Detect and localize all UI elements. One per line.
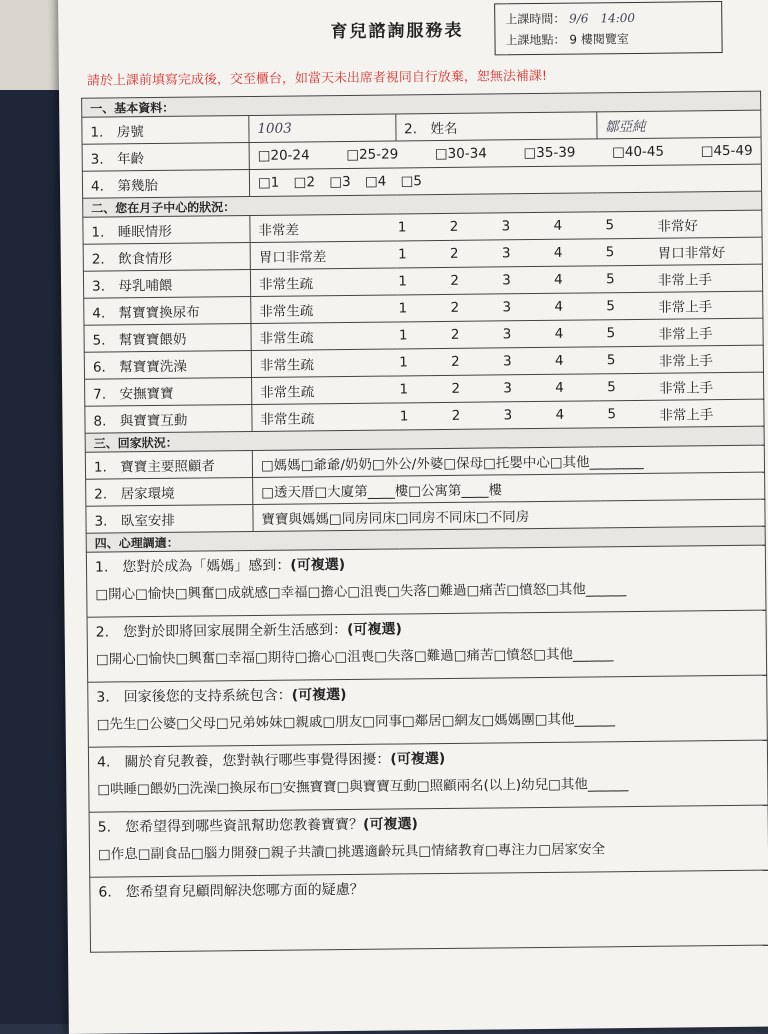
- rating-option[interactable]: 5: [605, 271, 615, 288]
- rating-option[interactable]: 1: [398, 273, 408, 290]
- bedroom-label: 3. 臥室安排: [86, 504, 253, 533]
- rating-option[interactable]: 1: [397, 246, 407, 263]
- rating-option[interactable]: 3: [502, 326, 512, 343]
- rating-option[interactable]: 1: [399, 381, 409, 398]
- question-options[interactable]: □開心□愉快□興奮□幸福□期待□擔心□沮喪□失落□難過□痛苦□憤怒□其他______: [95, 646, 614, 668]
- rating-high-label: 胃口非常好: [657, 245, 726, 262]
- multi-select-note: (可複選): [290, 557, 346, 574]
- rating-label: 7. 安撫寶寶: [85, 377, 252, 406]
- time-label: 上課時間：: [505, 11, 566, 27]
- rating-option[interactable]: 3: [501, 218, 511, 235]
- section-heading: 一、基本資料：: [82, 91, 761, 117]
- section-heading: 二、您在月子中心的狀況：: [83, 191, 762, 217]
- rating-low-label: 胃口非常差: [258, 249, 327, 266]
- rating-low-label: 非常差: [258, 222, 300, 239]
- rating-option[interactable]: 5: [606, 325, 616, 342]
- caregiver-options[interactable]: □媽媽□爺爺/奶奶□外公/外婆□保母□托嬰中心□其他________: [252, 445, 764, 477]
- rating-label: 5. 幫寶寶餵奶: [84, 323, 251, 352]
- rating-high-label: 非常上手: [659, 407, 714, 424]
- parity-option[interactable]: □2: [293, 174, 316, 191]
- rating-label: 8. 與寶寶互動: [85, 404, 252, 433]
- rating-option[interactable]: 5: [607, 379, 616, 396]
- age-option[interactable]: □45-49: [700, 142, 753, 160]
- question-options[interactable]: □哄睡□餵奶□洗澡□換尿布□安撫寶寶□與寶寶互動□照顧兩名(以上)幼兒□其他______: [97, 776, 629, 798]
- section-heading: 三、回家狀況：: [85, 426, 764, 452]
- rating-option[interactable]: 2: [450, 299, 460, 316]
- rating-label: 6. 幫寶寶洗澡: [84, 350, 251, 379]
- name-field[interactable]: 鄒亞純: [596, 110, 761, 139]
- rating-option[interactable]: 3: [501, 245, 511, 262]
- rating-label: 1. 睡眠情形: [83, 216, 250, 245]
- rating-label: 3. 母乳哺餵: [83, 270, 250, 299]
- rating-option[interactable]: 1: [399, 408, 409, 425]
- parity-option[interactable]: □4: [364, 173, 387, 190]
- rating-option[interactable]: 3: [502, 272, 511, 289]
- parity-option[interactable]: □5: [400, 173, 423, 190]
- question-text: 3. 回家後您的支持系統包含：: [96, 687, 292, 706]
- rating-option[interactable]: 3: [503, 380, 513, 397]
- question-text: 1. 您對於成為「媽媽」感到：: [94, 557, 291, 576]
- home-options[interactable]: □透天厝□大廈第____樓□公寓第____樓: [253, 472, 765, 504]
- multi-select-note: (可複選): [291, 687, 347, 704]
- rating-option[interactable]: 1: [398, 327, 408, 344]
- rating-option[interactable]: 5: [606, 298, 615, 315]
- form-table: [81, 91, 768, 953]
- rating-high-label: 非常上手: [659, 380, 714, 397]
- form-title: 育兒諮詢服務表: [330, 20, 464, 43]
- rating-option[interactable]: 4: [554, 352, 564, 369]
- question-text: 2. 您對於即將回家展開全新生活感到：: [95, 622, 348, 641]
- age-option[interactable]: □25-29: [346, 146, 399, 163]
- question-2: [87, 610, 767, 682]
- rating-option[interactable]: 4: [554, 271, 563, 288]
- name-label: 2. 姓名: [395, 112, 596, 141]
- rating-option[interactable]: 3: [502, 353, 512, 370]
- place-value: 9 樓閱覽室: [569, 32, 629, 47]
- question-options[interactable]: □開心□愉快□興奮□成就感□幸福□擔心□沮喪□失落□難過□痛苦□憤怒□其他______: [95, 581, 627, 603]
- home-label: 2. 居家環境: [86, 477, 253, 506]
- rating-label: 4. 幫寶寶換尿布: [84, 296, 251, 325]
- parity-option[interactable]: □3: [329, 173, 351, 191]
- multi-select-note: (可複選): [362, 816, 418, 833]
- rating-high-label: 非常上手: [658, 353, 713, 370]
- rating-low-label: 非常生疏: [260, 384, 315, 401]
- rating-option[interactable]: 2: [449, 218, 459, 235]
- rating-high-label: 非常上手: [658, 299, 713, 316]
- parity-option[interactable]: □1: [257, 174, 280, 191]
- caregiver-label: 1. 寶寶主要照顧者: [85, 450, 252, 479]
- rating-option[interactable]: 2: [451, 353, 460, 370]
- section-heading: 四、心理調適：: [86, 526, 765, 552]
- rating-option[interactable]: 1: [398, 300, 408, 317]
- rating-option[interactable]: 2: [450, 326, 460, 343]
- parity-label: 4. 第幾胎: [82, 170, 249, 199]
- place-label: 上課地點：: [505, 32, 566, 48]
- rating-option[interactable]: 2: [449, 245, 459, 262]
- age-option[interactable]: □35-39: [523, 144, 576, 162]
- question-text: 4. 關於育兒教養，您對執行哪些事覺得困擾：: [96, 751, 391, 771]
- rating-option[interactable]: 2: [450, 272, 459, 289]
- rating-option[interactable]: 4: [554, 325, 564, 342]
- question-6[interactable]: [90, 870, 768, 952]
- rating-label: 2. 飲食情形: [83, 243, 250, 272]
- question-options[interactable]: □先生□公婆□父母□兄弟姊妹□親戚□朋友□同事□鄰居□網友□媽媽團□其他______: [96, 711, 616, 733]
- rating-option[interactable]: 1: [399, 354, 408, 371]
- rating-option[interactable]: 5: [606, 352, 616, 369]
- rating-option[interactable]: 4: [555, 406, 565, 423]
- notice-text: 請於上課前填寫完成後，交至櫃台，如當天未出席者視同自行放棄，恕無法補課!: [86, 68, 548, 89]
- question-text: 5. 您希望得到哪些資訊幫助您教養寶寶？: [97, 816, 364, 836]
- multi-select-note: (可複選): [346, 621, 402, 639]
- room-label: 1. 房號: [82, 116, 249, 145]
- rating-high-label: 非常上手: [657, 272, 713, 289]
- rating-option[interactable]: 1: [397, 219, 407, 236]
- time-value: 9/6 14:00: [569, 10, 636, 26]
- question-1: [86, 545, 766, 617]
- rating-option[interactable]: 5: [607, 406, 617, 423]
- age-option[interactable]: □20-24: [257, 147, 310, 164]
- rating-option[interactable]: 5: [605, 217, 615, 234]
- age-option[interactable]: □40-45: [611, 143, 665, 161]
- age-label: 3. 年齡: [82, 143, 249, 172]
- rating-option[interactable]: 4: [554, 298, 564, 315]
- multi-select-note: (可複選): [390, 750, 446, 768]
- bedroom-options[interactable]: 寶寶與媽媽□同房同床□同房不同床□不同房: [253, 499, 765, 531]
- rating-option[interactable]: 2: [451, 407, 461, 424]
- question-options[interactable]: □作息□副食品□腦力開發□親子共讀□挑選適齡玩具□情緒教育□專注力□居家安全: [97, 841, 606, 863]
- rating-low-label: 非常生疏: [260, 411, 315, 428]
- rating-option[interactable]: 3: [502, 299, 512, 316]
- form-paper: [58, 0, 768, 1034]
- rating-option[interactable]: 4: [553, 244, 563, 261]
- rating-option[interactable]: 4: [555, 379, 564, 396]
- rating-low-label: 非常生疏: [258, 276, 314, 293]
- class-info-box: [494, 1, 723, 55]
- rating-high-label: 非常上手: [658, 326, 713, 343]
- rating-option[interactable]: 2: [451, 380, 461, 397]
- rating-low-label: 非常生疏: [259, 330, 314, 347]
- room-field[interactable]: 1003: [249, 114, 396, 143]
- rating-option[interactable]: 4: [553, 217, 563, 234]
- question-3: [88, 675, 768, 747]
- rating-low-label: 非常生疏: [259, 357, 314, 374]
- rating-option[interactable]: 3: [503, 407, 513, 424]
- question-text: 6. 您希望育兒顧問解決您哪方面的疑慮？: [98, 881, 364, 901]
- rating-high-label: 非常好: [657, 218, 698, 235]
- rating-low-label: 非常生疏: [259, 303, 314, 320]
- rating-option[interactable]: 5: [605, 244, 615, 261]
- age-option[interactable]: □30-34: [434, 145, 487, 163]
- question-5: [89, 805, 768, 877]
- question-4: [88, 740, 768, 812]
